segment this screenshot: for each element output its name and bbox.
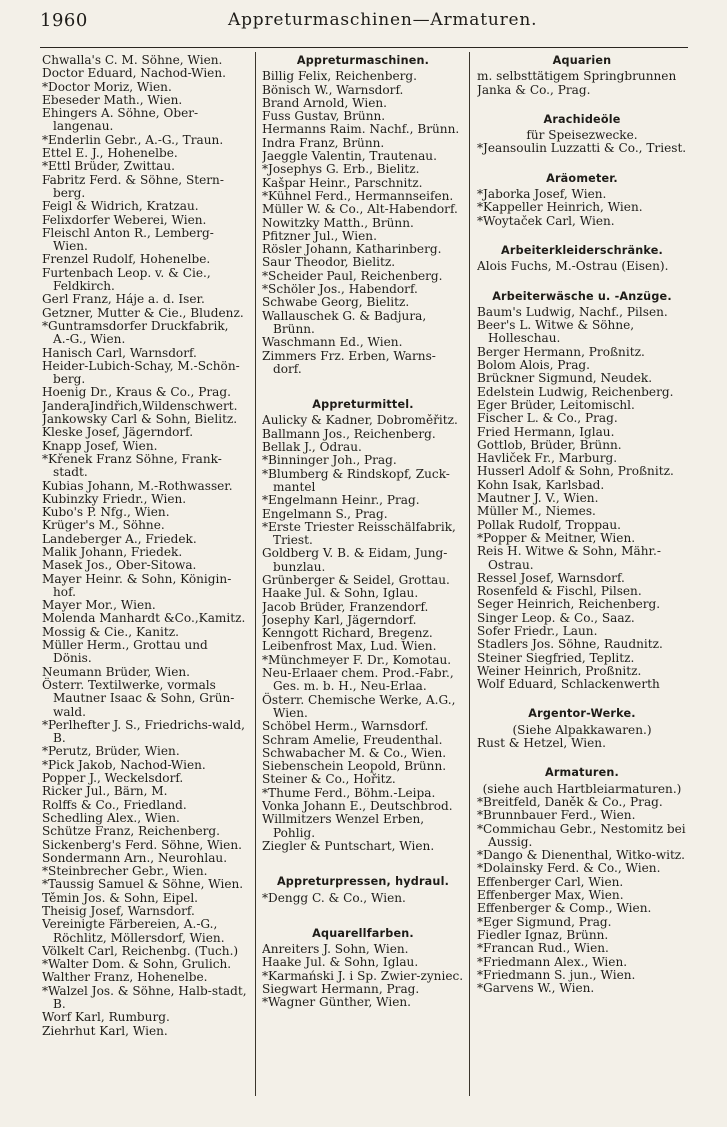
directory-entry: Hoenig Dr., Kraus & Co., Prag.: [42, 385, 231, 400]
directory-entry: *Taussig Samuel & Söhne, Wien.: [42, 877, 244, 892]
directory-entry: *Engelmann Heinr., Prag.: [262, 493, 420, 508]
directory-entry: Baum's Ludwig, Nachf., Pilsen.: [477, 304, 668, 319]
directory-entry: Brückner Sigmund, Neudek.: [477, 371, 653, 386]
directory-entry: Frenzel Rudolf, Hohenelbe.: [42, 252, 211, 267]
section-list: [477, 796, 687, 995]
directory-entry: Haake Jul. & Sohn, Iglau.: [262, 955, 419, 970]
directory-entry: Hanisch Carl, Warnsdorf.: [42, 345, 197, 360]
directory-entry: *Eger Sigmund, Prag.: [477, 914, 612, 929]
directory-entry: Havliček Fr., Marburg.: [477, 451, 618, 466]
directory-entry: *Friedmann Alex., Wien.: [477, 954, 628, 969]
directory-entry: Gottlob, Brüder, Brünn.: [477, 437, 622, 452]
directory-entry: *Dolainsky Ferd. & Co., Wien.: [477, 861, 661, 876]
directory-entry: Siegwart Hermann, Prag.: [262, 982, 420, 996]
page-header: [0, 10, 727, 36]
directory-entry: Aulicky & Kadner, Dobroměřitz.: [262, 413, 458, 428]
directory-entry: Pollak Rudolf, Troppau.: [477, 517, 622, 532]
column-divider: [255, 52, 256, 1096]
section-heading: Aquarellfarben.: [312, 926, 414, 940]
directory-entry: *Jeansoulin Luzzatti & Co., Triest.: [477, 141, 687, 156]
directory-entry: Schöbel Herm., Warnsdorf.: [262, 719, 429, 734]
directory-entry: *Dengg C. & Co., Wien.: [262, 890, 406, 905]
section-note: (Siehe Alpakkawaren.): [512, 722, 652, 737]
section-heading: Argentor-Werke.: [528, 707, 636, 721]
directory-entry: Kubo's P. Nfg., Wien.: [42, 505, 170, 520]
running-title: Appreturmaschinen—Armaturen.: [228, 10, 538, 30]
directory-entry: Müller Herm., Grottau und Dönis.: [42, 638, 208, 666]
column-divider: [469, 52, 470, 1096]
directory-entry: Krüger's M., Söhne.: [42, 518, 165, 533]
section-note: für Speisezwecke.: [526, 128, 638, 143]
section-list: [477, 260, 687, 273]
directory-entry: Pfitzner Jul., Wien.: [262, 228, 377, 243]
directory-entry: Kubias Johann, M.-Rothwasser.: [42, 478, 233, 493]
directory-entry: Heider-Lubich-Schay, M.-Schön-berg.: [42, 358, 240, 387]
directory-entry: Kenngott Richard, Bregenz.: [262, 626, 433, 641]
directory-entry: Müller M., Niemes.: [477, 504, 596, 519]
directory-entry: Popper J., Weckelsdorf.: [42, 771, 184, 786]
directory-entry: Sickenberg's Ferd. Söhne, Wien.: [42, 837, 242, 852]
directory-entry: *Pick Jakob, Nachod-Wien.: [42, 757, 206, 772]
section-heading: Appreturpressen, hydraul.: [276, 875, 450, 889]
directory-entry: Stadlers Jos. Söhne, Raudnitz.: [477, 637, 663, 652]
directory-entry: Grünberger & Seidel, Grottau.: [262, 572, 450, 587]
section-list: [262, 70, 464, 376]
directory-entry: *Steinbrecher Gebr., Wien.: [42, 864, 208, 879]
column-left: [42, 54, 248, 1114]
directory-entry: *Blumberg & Rindskopf, Zuck-mantel: [262, 466, 450, 494]
directory-entry: *Křenek Franz Söhne, Frank-stadt.: [42, 451, 222, 480]
directory-entry: Doctor Eduard, Nachod-Wien.: [42, 66, 226, 81]
directory-entry: Kašpar Heinr., Parschnitz.: [262, 175, 423, 190]
directory-entry: Sondermann Arn., Neurohlau.: [42, 850, 228, 865]
directory-entry: Steiner & Co., Hořitz.: [262, 772, 396, 787]
directory-entry: Ziegler & Puntschart, Wien.: [262, 838, 435, 853]
directory-entry: Fuss Gustav, Brünn.: [262, 109, 386, 124]
directory-entry: Fischer L. & Co., Prag.: [477, 411, 618, 426]
directory-entry: Worf Karl, Rumburg.: [42, 1010, 170, 1025]
directory-entry: *Josephys G. Erb., Bielitz.: [262, 162, 420, 177]
directory-entry: Rösler Johann, Katharinberg.: [262, 242, 442, 257]
directory-entry: Sofer Friedr., Laun.: [477, 623, 598, 638]
directory-entry: Molenda Manhardt &Co.,Kamitz.: [42, 611, 246, 626]
directory-entry: JanderaJindřich,Wildenschwert.: [42, 398, 238, 413]
directory-entry: Fabritz Ferd. & Söhne, Stern-berg.: [42, 172, 224, 200]
directory-entry: Rolffs & Co., Friedland.: [42, 797, 187, 812]
directory-entry: Feigl & Widrich, Kratzau.: [42, 199, 199, 214]
directory-entry: Schütze Franz, Reichenberg.: [42, 824, 221, 839]
directory-entry: Masek Jos., Ober-Sitowa.: [42, 558, 197, 573]
section-list: [477, 70, 687, 97]
directory-entry: *Doctor Moriz, Wien.: [42, 79, 172, 94]
directory-entry: Reis H. Witwe & Sohn, Mähr.-Ostrau.: [477, 544, 661, 572]
directory-entry: Effenberger Carl, Wien.: [477, 874, 624, 889]
directory-entry: Beer's L. Witwe & Söhne, Holleschau.: [477, 318, 635, 346]
directory-entry: Willmitzers Wenzel Erben, Pohlig.: [262, 812, 425, 840]
directory-entry: Husserl Adolf & Sohn, Proßnitz.: [477, 464, 674, 479]
section-heading: Arbeiterwäsche u. -Anzüge.: [492, 289, 672, 303]
section-note: (siehe auch Hartbleiarmaturen.): [482, 781, 682, 796]
directory-entry: Fleischl Anton R., Lemberg-Wien.: [42, 225, 214, 254]
directory-entry: Těmin Jos. & Sohn, Eipel.: [42, 890, 199, 905]
directory-entry: Leibenfrost Max, Lud. Wien.: [262, 639, 437, 654]
directory-entry: *Brunnbauer Ferd., Wien.: [477, 808, 636, 823]
directory-entry: Nowitzky Matth., Brünn.: [262, 215, 414, 230]
section-list: [262, 943, 464, 1009]
directory-entry: *Francan Rud., Wien.: [477, 941, 609, 956]
directory-entry: Müller W. & Co., Alt-Habendorf.: [262, 202, 458, 217]
section-heading: Arachideöle: [543, 112, 621, 126]
section-heading: Aräometer.: [546, 171, 618, 185]
section-list: [262, 414, 464, 853]
directory-entry: Vereinigte Färbereien, A.-G., Röchlitz, Möllersdorf, Wien.: [42, 917, 225, 945]
directory-entry: *Commichau Gebr., Nestomitz bei Aussig.: [477, 821, 686, 849]
directory-entry: m. selbsttätigem Springbrunnen: [477, 69, 677, 84]
directory-entry: Fried Hermann, Iglau.: [477, 424, 615, 439]
directory-entry: Singer Leop. & Co., Saaz.: [477, 610, 635, 625]
directory-entry: *Walter Dom. & Sohn, Grulich.: [42, 957, 232, 972]
directory-entry: Indra Franz, Brünn.: [262, 135, 385, 150]
directory-entry: *Enderlin Gebr., A.-G., Traun.: [42, 132, 224, 147]
section-heading: Aquarien: [552, 54, 612, 67]
directory-entry: Rust & Hetzel, Wien.: [477, 736, 606, 751]
directory-entry: Österr. Textilwerke, vormals Mautner Isaac & Sohn, Grün-wald.: [42, 677, 235, 719]
directory-entry: Eger Brüder, Leitomischl.: [477, 397, 635, 412]
directory-entry: Bellak J., Odrau.: [262, 440, 362, 455]
directory-entry: Ettel E. J., Hohenelbe.: [42, 146, 178, 161]
column-right: [477, 54, 687, 1114]
column-middle: [262, 54, 464, 1114]
section-list: [477, 306, 687, 692]
section-heading: Arbeiterkleiderschränke.: [501, 243, 663, 257]
directory-entry: Alois Fuchs, M.-Ostrau (Eisen).: [477, 259, 669, 274]
directory-entry: Knapp Josef, Wien.: [42, 438, 158, 453]
directory-entry: Kubinzky Friedr., Wien.: [42, 491, 187, 506]
directory-entry: Schedling Alex., Wien.: [42, 810, 180, 825]
directory-entry: *Perlhefter J. S., Friedrichs-wald, B.: [42, 717, 245, 746]
directory-entry: Siebenschein Leopold, Brünn.: [262, 759, 447, 774]
directory-entry: Jaeggle Valentin, Trautenau.: [262, 149, 437, 164]
directory-entry: Ziehrhut Karl, Wien.: [42, 1023, 168, 1038]
section-list: [477, 737, 687, 750]
directory-entry: Jankowsky Carl & Sohn, Bielitz.: [42, 412, 238, 427]
directory-entry: Zimmers Frz. Erben, Warns-dorf.: [262, 348, 436, 376]
directory-entry: Ebeseder Math., Wien.: [42, 92, 183, 107]
directory-entry: Effenberger Max, Wien.: [477, 888, 624, 903]
directory-entry: Ressel Josef, Warnsdorf.: [477, 570, 625, 585]
directory-entry: *Guntramsdorfer Druckfabrik, A.-G., Wien.: [42, 318, 229, 347]
directory-entry: Haake Jul. & Sohn, Iglau.: [262, 586, 419, 601]
directory-entry: Waschmann Ed., Wien.: [262, 335, 403, 350]
page-number: 1960: [40, 10, 88, 31]
directory-entry: Malik Johann, Friedek.: [42, 544, 183, 559]
directory-entry: Neumann Brüder, Wien.: [42, 664, 191, 679]
directory-entry: Neu-Erlaaer chem. Prod.-Fabr., Ges. m. b. H., Neu-Erlaa.: [262, 666, 454, 694]
directory-entry: Hermanns Raim. Nachf., Brünn.: [262, 122, 460, 137]
directory-entry: Effenberger & Comp., Wien.: [477, 901, 652, 916]
section-list: [477, 188, 687, 228]
directory-entry: Chwalla's C. M. Söhne, Wien.: [42, 54, 223, 67]
directory-entry: *Thume Ferd., Böhm.-Leipa.: [262, 785, 436, 800]
directory-entry: Anreiters J. Sohn, Wien.: [262, 942, 409, 957]
directory-entry: Bönisch W., Warnsdorf.: [262, 82, 404, 97]
directory-entry: Mautner J. V., Wien.: [477, 491, 599, 506]
directory-entry: Felixdorfer Weberei, Wien.: [42, 212, 207, 227]
directory-entry: Mayer Mor., Wien.: [42, 598, 156, 613]
directory-entry: *Popper & Meitner, Wien.: [477, 530, 636, 545]
directory-entry: Ehingers A. Söhne, Ober-langenau.: [42, 106, 199, 134]
directory-entry: Vonka Johann E., Deutschbrod.: [262, 799, 453, 814]
directory-entry: Kleske Josef, Jägerndorf.: [42, 425, 194, 440]
directory-entry: Schram Amelie, Freudenthal.: [262, 732, 443, 747]
directory-entry: Janka & Co., Prag.: [477, 82, 591, 97]
directory-entry: *Münchmeyer F. Dr., Komotau.: [262, 652, 452, 667]
directory-entry: Brand Arnold, Wien.: [262, 95, 388, 110]
directory-entry: Getzner, Mutter & Cie., Bludenz.: [42, 305, 244, 320]
directory-entry: Billig Felix, Reichenberg.: [262, 69, 417, 84]
directory-entry: *Kühnel Ferd., Hermannseifen.: [262, 188, 454, 203]
directory-entry: Walther Franz, Hohenelbe.: [42, 970, 208, 985]
directory-entry: Seger Heinrich, Reichenberg.: [477, 597, 661, 612]
directory-entry: *Jaborka Josef, Wien.: [477, 187, 607, 202]
directory-entry: Goldberg V. B. & Eidam, Jung-bunzlau.: [262, 546, 448, 574]
section-heading: Armaturen.: [544, 766, 619, 780]
directory-entry: Bolom Alois, Prag.: [477, 358, 590, 373]
directory-entry: Edelstein Ludwig, Reichenberg.: [477, 384, 674, 399]
directory-entry: Wolf Eduard, Schlackenwerth: [477, 677, 660, 692]
directory-entry: *Kappeller Heinrich, Wien.: [477, 200, 643, 215]
directory-entry: *Friedmann S. jun., Wien.: [477, 967, 636, 982]
directory-entry: Kohn Isak, Karlsbad.: [477, 477, 605, 492]
directory-entry: *Erste Triester Reisschälfabrik, Triest.: [262, 519, 456, 548]
section-list: [262, 892, 464, 905]
directory-entry: Landeberger A., Friedek.: [42, 531, 197, 546]
directory-entry: *Schöler Jos., Habendorf.: [262, 282, 418, 297]
directory-entry: *Garvens W., Wien.: [477, 981, 595, 996]
directory-entry: Weiner Heinrich, Proßnitz.: [477, 663, 642, 678]
directory-entry: *Perutz, Brüder, Wien.: [42, 744, 180, 759]
directory-entry: Engelmann S., Prag.: [262, 506, 388, 521]
directory-entry: Rosenfeld & Fischl, Pilsen.: [477, 584, 642, 599]
directory-entry: *Ettl Brüder, Zwittau.: [42, 159, 175, 174]
directory-entry: *Binninger Joh., Prag.: [262, 453, 397, 468]
directory-entry: *Wagner Günther, Wien.: [262, 995, 412, 1010]
directory-entry: *Dango & Dienenthal, Witko-witz.: [477, 848, 686, 863]
directory-entry: *Walzel Jos. & Söhne, Halb-stadt, B.: [42, 983, 247, 1012]
directory-entry: *Woytaček Carl, Wien.: [477, 213, 615, 228]
directory-entry: Ballmann Jos., Reichenberg.: [262, 426, 436, 441]
directory-entry: Ricker Jul., Bärn, M.: [42, 784, 168, 799]
directory-entry: *Breitfeld, Daněk & Co., Prag.: [477, 794, 663, 809]
directory-entry: *Scheider Paul, Reichenberg.: [262, 268, 443, 283]
directory-entry: Mossig & Cie., Kanitz.: [42, 624, 179, 639]
directory-entry: Saur Theodor, Bielitz.: [262, 255, 396, 270]
directory-entry: Österr. Chemische Werke, A.G., Wien.: [262, 692, 456, 720]
directory-entry: Gerl Franz, Háje a. d. Iser.: [42, 292, 205, 307]
section-heading: Appreturmaschinen.: [296, 54, 430, 67]
section-list: [477, 142, 687, 155]
directory-entry: Schwabe Georg, Bielitz.: [262, 295, 410, 310]
directory-entry: Völkelt Carl, Reichenbg. (Tuch.): [42, 943, 239, 958]
section-heading: Appreturmittel.: [312, 398, 414, 412]
directory-entry: Steiner Siegfried, Teplitz.: [477, 650, 635, 665]
directory-entry: Theisig Josef, Warnsdorf.: [42, 904, 195, 918]
directory-entry: Josephy Karl, Jägerndorf.: [262, 612, 417, 627]
directory-entry: Furtenbach Leop. v. & Cie., Feldkirch.: [42, 265, 211, 294]
directory-entry: Schwabacher M. & Co., Wien.: [262, 745, 447, 760]
directory-entry: Berger Hermann, Proßnitz.: [477, 344, 645, 359]
directory-entry: Jacob Brüder, Franzendorf.: [262, 599, 429, 614]
directory-entry: Fiedler Ignaz, Brünn.: [477, 927, 609, 942]
directory-entry: Mayer Heinr. & Sohn, Königin-hof.: [42, 571, 232, 599]
directory-entry: *Karmański J. i Sp. Zwier-zyniec.: [262, 968, 464, 983]
header-rule: [40, 47, 688, 48]
directory-entry: Wallauschek G. & Badjura, Brünn.: [262, 308, 427, 336]
